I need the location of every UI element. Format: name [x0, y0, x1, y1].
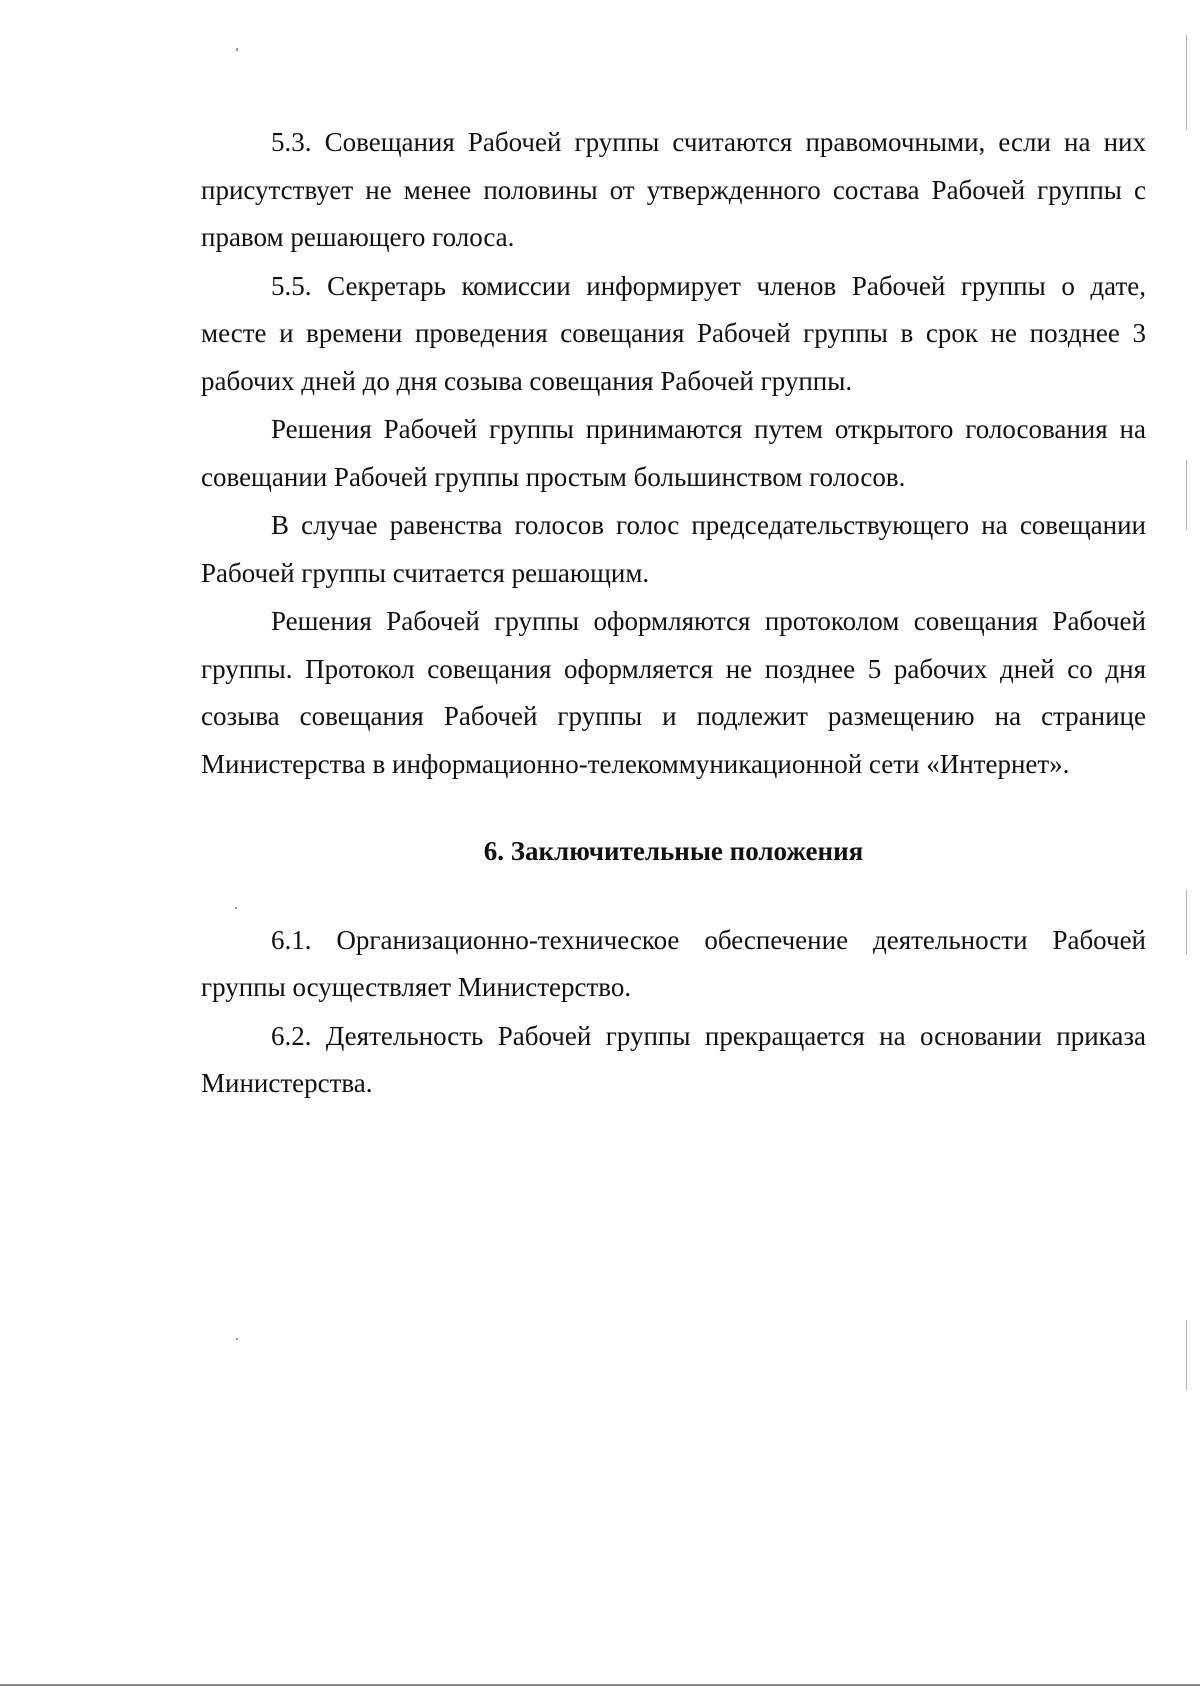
scan-speck	[236, 48, 238, 51]
paragraph-5-3: 5.3. Совещания Рабочей группы считаются правомочными, если на них присутствует не менее половины от утвержденного состава Рабочей группы с правом решающего голоса.	[201, 127, 1146, 252]
scan-edge-mark	[1186, 35, 1187, 130]
scan-edge-mark	[1186, 460, 1187, 530]
paragraph-decisions-voting: Решения Рабочей группы принимаются путем открытого голосования на совещании Рабочей группы простым большинством голосов.	[201, 414, 1146, 492]
paragraph-tie-vote: В случае равенства голосов голос председательствующего на совещании Рабочей группы считается решающим.	[201, 510, 1146, 588]
section-heading: 6. Заключительные положения	[483, 836, 864, 866]
scan-edge-mark	[1186, 890, 1187, 955]
scan-edge-mark	[1186, 1320, 1187, 1390]
paragraph-5-5: 5.5. Секретарь комиссии информирует членов Рабочей группы о дате, месте и времени проведения совещания Рабочей группы в срок не позднее 3 рабочих дней до дня созыва совещания Рабочей группы.	[201, 270, 1146, 396]
scan-speck	[236, 1338, 238, 1340]
page-bottom-edge	[0, 1684, 1200, 1686]
paragraph-protocol: Решения Рабочей группы оформляются протоколом совещания Рабочей группы. Протокол совещания оформляется не позднее 5 рабочих дней со дня созыва совещания Рабочей группы и подлежит размещению на странице Министерства в информационно-телекоммуникационной сети «Интернет».	[201, 606, 1146, 779]
paragraph-6-1: 6.1. Организационно-техническое обеспечение деятельности Рабочей группы осуществляет Министерство.	[201, 924, 1146, 1002]
paragraph-6-2: 6.2. Деятельность Рабочей группы прекращается на основании приказа Министерства.	[201, 1020, 1146, 1098]
document-body	[201, 119, 1146, 1109]
